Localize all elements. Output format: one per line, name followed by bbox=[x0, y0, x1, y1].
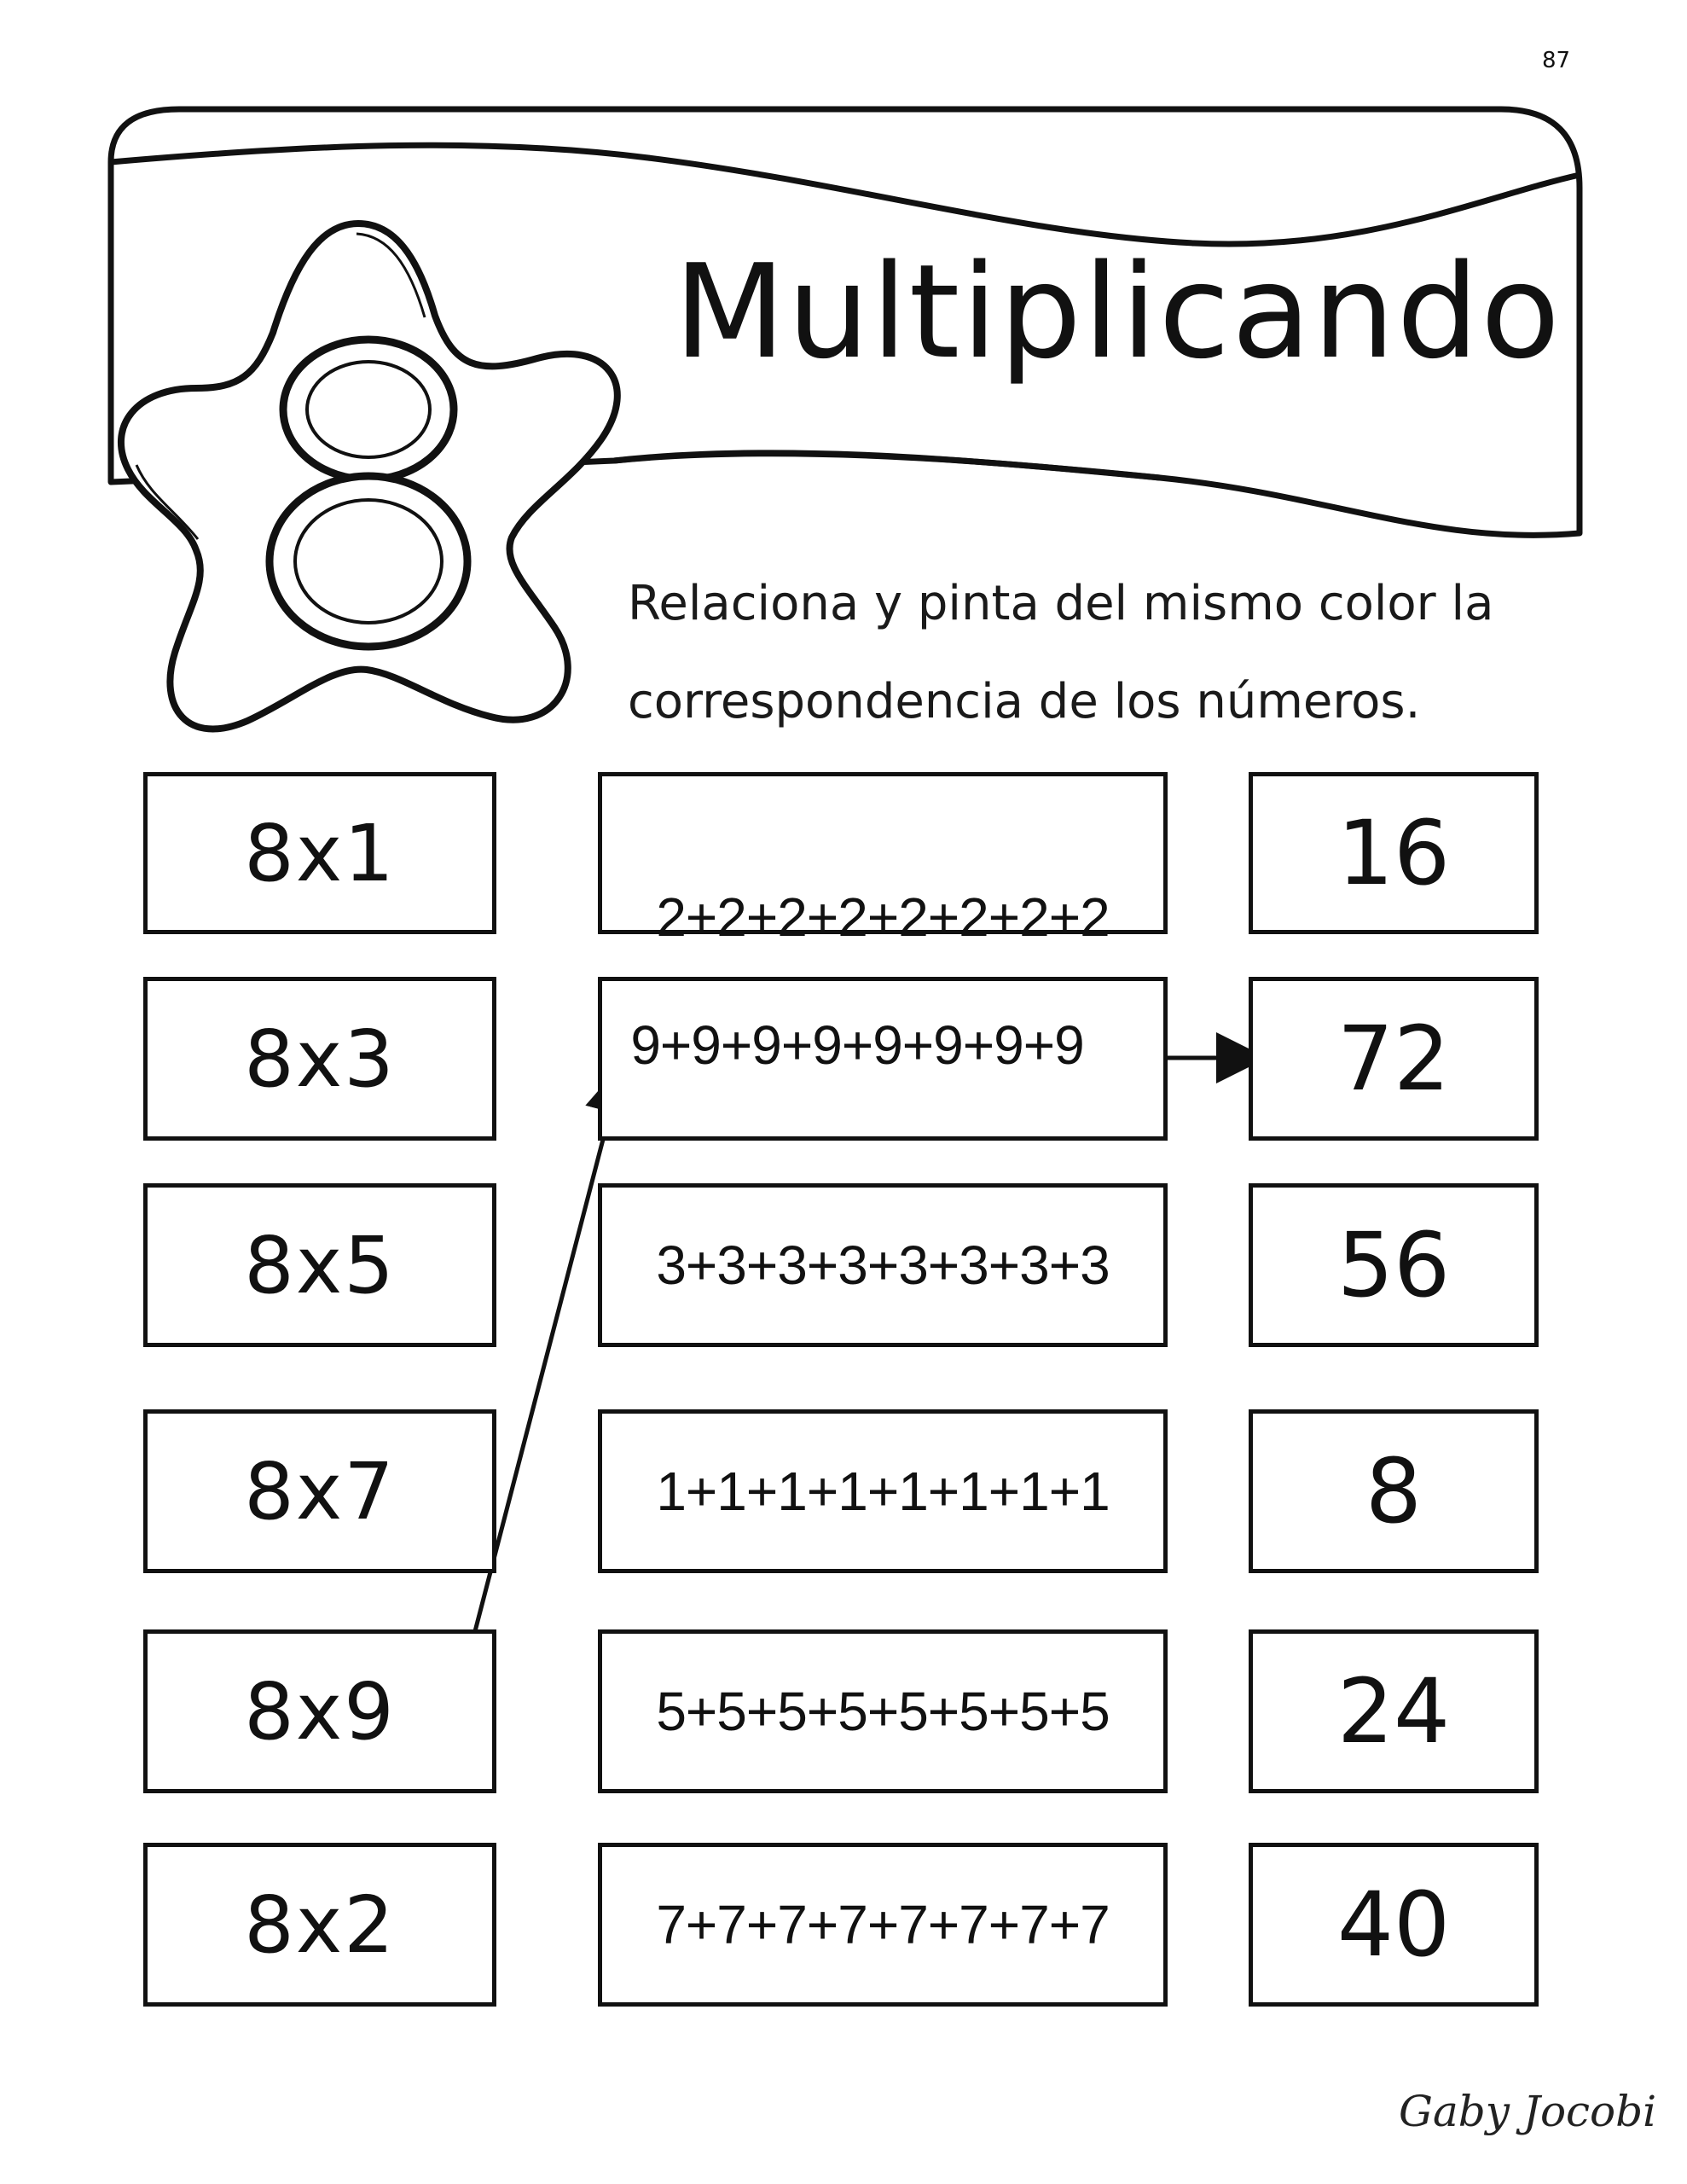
sum-box-5[interactable] bbox=[598, 1629, 1168, 1793]
factor-label: 8x1 bbox=[244, 807, 396, 899]
factor-box-6[interactable] bbox=[143, 1843, 496, 2007]
sum-label: 3+3+3+3+3+3+3+3 bbox=[656, 1234, 1110, 1296]
result-label: 16 bbox=[1336, 801, 1451, 905]
sum-label: 5+5+5+5+5+5+5+5 bbox=[656, 1681, 1110, 1742]
result-box-2[interactable] bbox=[1249, 977, 1539, 1141]
factor-label: 8x5 bbox=[244, 1219, 396, 1311]
factor-label: 8x2 bbox=[244, 1879, 396, 1971]
sum-label: 7+7+7+7+7+7+7+7 bbox=[656, 1894, 1110, 1955]
result-label: 24 bbox=[1336, 1659, 1451, 1763]
factor-label: 8x3 bbox=[244, 1013, 396, 1105]
factor-box-5[interactable] bbox=[143, 1629, 496, 1793]
factor-label: 8x7 bbox=[244, 1445, 396, 1537]
sum-label: 1+1+1+1+1+1+1+1 bbox=[656, 1461, 1110, 1522]
sum-box-1[interactable] bbox=[598, 772, 1168, 948]
factor-box-2[interactable] bbox=[143, 977, 496, 1141]
factor-box-1[interactable] bbox=[143, 772, 496, 934]
sum-label: 2+2+2+2+2+2+2+2 bbox=[656, 886, 1110, 948]
result-label: 40 bbox=[1336, 1873, 1451, 1977]
result-label: 8 bbox=[1365, 1439, 1423, 1543]
result-box-4[interactable] bbox=[1249, 1409, 1539, 1573]
factor-box-4[interactable] bbox=[143, 1409, 496, 1573]
result-label: 56 bbox=[1336, 1213, 1451, 1317]
factor-box-3[interactable] bbox=[143, 1183, 496, 1347]
result-box-1[interactable] bbox=[1249, 772, 1539, 934]
author-signature: Gaby Jocobi bbox=[1399, 2087, 1657, 2136]
result-label: 72 bbox=[1336, 1007, 1451, 1111]
result-box-3[interactable] bbox=[1249, 1183, 1539, 1347]
result-box-6[interactable] bbox=[1249, 1843, 1539, 2007]
sum-box-6[interactable] bbox=[598, 1843, 1168, 2007]
sum-box-4[interactable] bbox=[598, 1409, 1168, 1573]
instruction-line-2: correspondencia de los números. bbox=[628, 674, 1421, 729]
sum-box-2[interactable] bbox=[598, 977, 1168, 1141]
instruction-line-1: Relaciona y pinta del mismo color la bbox=[628, 576, 1494, 631]
sum-label: 9+9+9+9+9+9+9+9 bbox=[630, 1014, 1084, 1076]
page-title: Multiplicando bbox=[674, 236, 1562, 387]
result-box-5[interactable] bbox=[1249, 1629, 1539, 1793]
page-number: 87 bbox=[1542, 48, 1571, 73]
sum-box-3[interactable] bbox=[598, 1183, 1168, 1347]
factor-label: 8x9 bbox=[244, 1665, 396, 1757]
example-arrows bbox=[459, 1058, 1259, 1693]
